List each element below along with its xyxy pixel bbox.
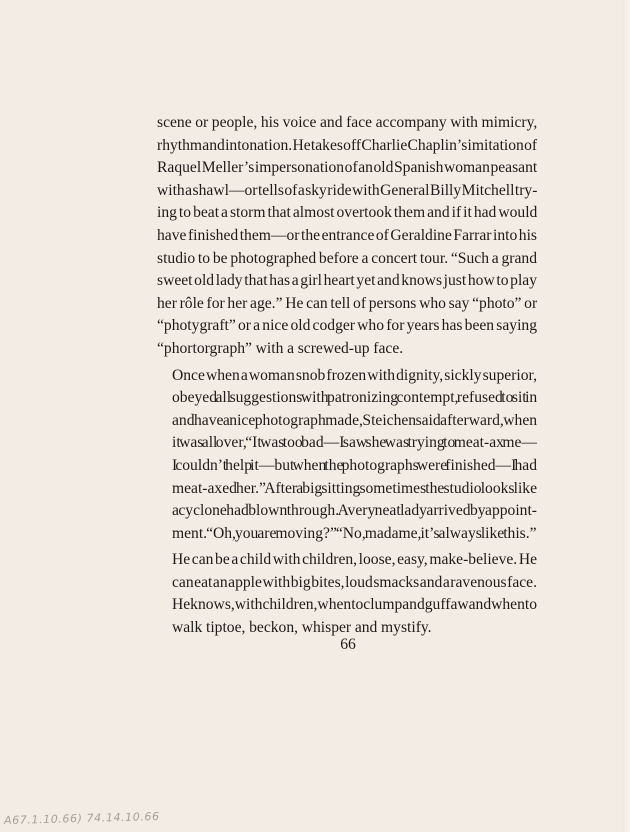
text-line: I couldn’t help it—but when the photographs were finished—I had	[172, 456, 537, 474]
text-line: Once when a woman snob frozen with dignity, sickly superior,	[172, 366, 537, 384]
text-line: studio to be photographed before a concert tour. “Such a grand	[157, 249, 538, 267]
page-number: 66	[340, 636, 356, 653]
text-line: He knows, with children, when to clump and guffaw and when to	[172, 596, 537, 614]
text-line: her rôle for her age.” He can tell of persons who say “photo” or	[157, 294, 538, 312]
text-line: obeyed all suggestions with patronizing contempt, refused to sit in	[172, 389, 538, 407]
text-line: can eat an apple with big bites, loud smacks and a ravenous face.	[172, 573, 537, 591]
paragraph-1	[157, 112, 537, 361]
text-line: a cyclone had blown through. A very neat lady arrived by appoint-	[172, 502, 537, 520]
text-line: rhythm and intonation. He takes off Charlie Chaplin’s imitation of	[157, 136, 538, 154]
text-line: walk tiptoe, beckon, whisper and mystify.	[172, 619, 432, 637]
text-line: it was all over, “It was too bad—I saw she was trying to meat-ax me—	[172, 434, 537, 452]
text-line: sweet old lady that has a girl heart yet and knows just how to play	[157, 272, 537, 290]
text-line: “phortorgraph” with a screwed-up face.	[157, 339, 404, 357]
body-text	[157, 112, 537, 640]
text-line: and have a nice photograph made, Steichen said afterward, when	[172, 411, 538, 429]
text-line: ment. “Oh, you are moving?” “No, madame, it’s always like this.”	[172, 524, 537, 542]
pencil-inventory-note: A67.1.10.66) 74.14.10.66	[3, 809, 160, 828]
text-line: Raquel Meller’s impersonation of an old Spanish woman peasant	[157, 159, 538, 177]
text-line: scene or people, his voice and face accompany with mimicry,	[157, 114, 538, 131]
text-line: “photygraft” or a nice old codger who for years has been saying	[157, 317, 537, 335]
page-edge	[622, 0, 630, 832]
paragraph-3	[157, 549, 537, 639]
paragraph-2	[157, 365, 537, 546]
text-line: He can be a child with children, loose, easy, make-believe. He	[172, 551, 537, 569]
text-line: with a shawl—or tells of a sky ride with General Billy Mitchell try-	[157, 181, 538, 199]
text-line: ing to beat a storm that almost overtook them and if it had would	[157, 204, 538, 222]
text-line: meat-axed her.” After a big sitting sometimes the studio looks like	[172, 479, 537, 497]
text-line: have finished them—or the entrance of Geraldine Farrar into his	[157, 226, 537, 244]
